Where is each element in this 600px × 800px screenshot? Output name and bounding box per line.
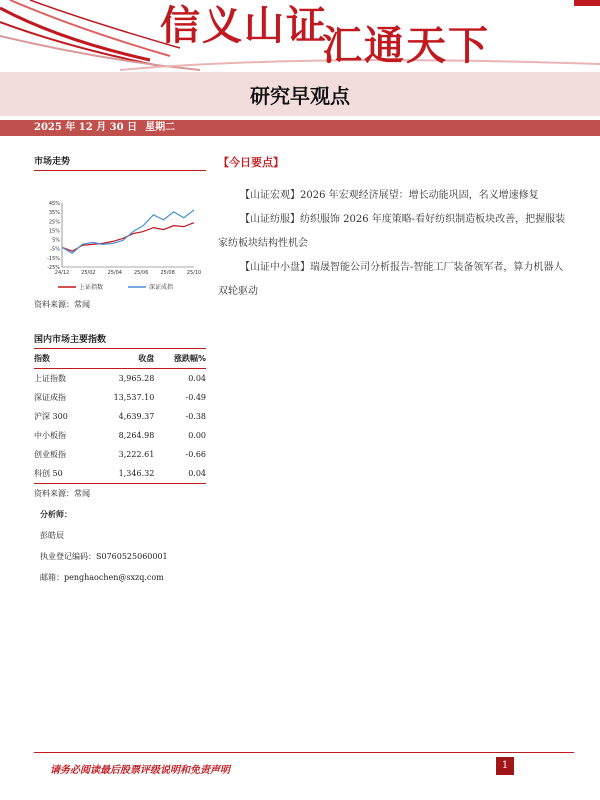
index-change: 0.04 [188, 374, 206, 383]
y-tick-label: 35% [48, 210, 60, 217]
report-date: 2025 年 12 月 30 日 [34, 122, 138, 133]
x-tick-label: 25/08 [160, 270, 175, 276]
indices-source: 资料来源：常闻 [34, 489, 90, 498]
analyst-name: 彭皓辰 [40, 531, 64, 540]
table-row [34, 388, 206, 407]
legend-label: 深证成指 [149, 284, 174, 291]
index-close: 4,639.37 [118, 412, 155, 421]
analyst-info [34, 509, 206, 583]
sidebar [34, 154, 206, 583]
index-name: 深证成指 [34, 393, 66, 402]
col-index: 指数 [34, 349, 89, 369]
slogan-main: 信义山证 [160, 2, 328, 49]
index-close: 3,965.28 [118, 374, 155, 383]
market-trend-chart [34, 177, 206, 295]
index-name: 沪深 300 [34, 412, 68, 421]
header-banner [0, 0, 600, 72]
series-line-1 [62, 210, 194, 253]
table-row [34, 464, 206, 484]
y-tick-label: 15% [48, 228, 60, 235]
table-row [34, 369, 206, 389]
chart-source: 资料来源：常闻 [34, 300, 90, 309]
x-tick-label: 25/06 [133, 270, 149, 276]
x-tick-label: 24/12 [54, 270, 70, 276]
page-number: 1 [496, 757, 514, 775]
news-item[interactable]: 【山证中小盘】瑞晟智能公司分析报告-智能工厂装备领军者，算力机器人双轮驱动 [218, 262, 564, 297]
slogan-secondary: 汇通天下 [322, 22, 490, 69]
news-item[interactable]: 【山证纺服】纺织服饰 2026 年度策略-看好纺织制造板块改善，把握服装家纺板块结构性机会 [218, 214, 566, 249]
y-tick-label: 25% [48, 219, 60, 226]
legend-label: 上证指数 [79, 284, 104, 291]
index-change: -0.49 [185, 393, 206, 402]
y-tick-label: -25% [47, 265, 60, 271]
trend-chart-svg [34, 177, 206, 295]
table-row [34, 445, 206, 464]
today-highlights-title: 【今日要点】 [218, 156, 284, 169]
market-trend-title: 市场走势 [34, 154, 206, 171]
y-tick-label: 5% [52, 237, 60, 244]
indices-header-row [34, 349, 206, 369]
title-band [0, 72, 600, 116]
y-tick-label: 45% [48, 201, 60, 207]
date-bar [0, 120, 600, 136]
index-close: 8,264.98 [118, 431, 155, 440]
index-name: 中小板指 [34, 431, 66, 440]
news-item[interactable]: 【山证宏观】2026 年宏观经济展望：增长动能巩固，名义增速修复 [240, 190, 539, 201]
y-tick-label: -5% [50, 246, 60, 253]
index-change: 0.04 [154, 464, 206, 484]
indices-title: 国内市场主要指数 [34, 332, 206, 349]
series-line-0 [62, 223, 194, 252]
x-tick-label: 25/04 [107, 270, 123, 276]
index-name: 创业板指 [34, 450, 66, 459]
indices-table [34, 349, 206, 484]
col-close: 收盘 [89, 349, 155, 369]
y-tick-label: -15% [47, 255, 60, 262]
x-tick-label: 25/02 [81, 270, 96, 276]
x-tick-label: 25/10 [186, 270, 202, 276]
corner-accent [574, 0, 600, 6]
index-name: 科创 50 [34, 464, 89, 484]
page-title: 研究早观点 [250, 83, 350, 108]
index-change: -0.38 [185, 412, 206, 421]
footer [0, 753, 600, 783]
table-row [34, 407, 206, 426]
disclaimer-notice[interactable]: 请务必阅读最后股票评级说明和免责声明 [50, 765, 230, 776]
index-close: 3,222.61 [118, 450, 155, 459]
analyst-registration: 执业登记编码：S0760525060001 [40, 552, 168, 561]
index-close: 13,537.10 [113, 393, 155, 402]
analyst-label: 分析师： [40, 510, 72, 519]
table-row [34, 426, 206, 445]
col-change: 涨跌幅% [154, 349, 206, 369]
index-name: 上证指数 [34, 374, 66, 383]
analyst-email: 邮箱：penghaochen@sxzq.com [40, 573, 164, 582]
index-close: 1,346.32 [89, 464, 155, 484]
index-change: 0.00 [188, 431, 206, 440]
report-weekday: 星期二 [145, 122, 176, 133]
main-content [218, 154, 570, 304]
index-change: -0.66 [185, 450, 206, 459]
